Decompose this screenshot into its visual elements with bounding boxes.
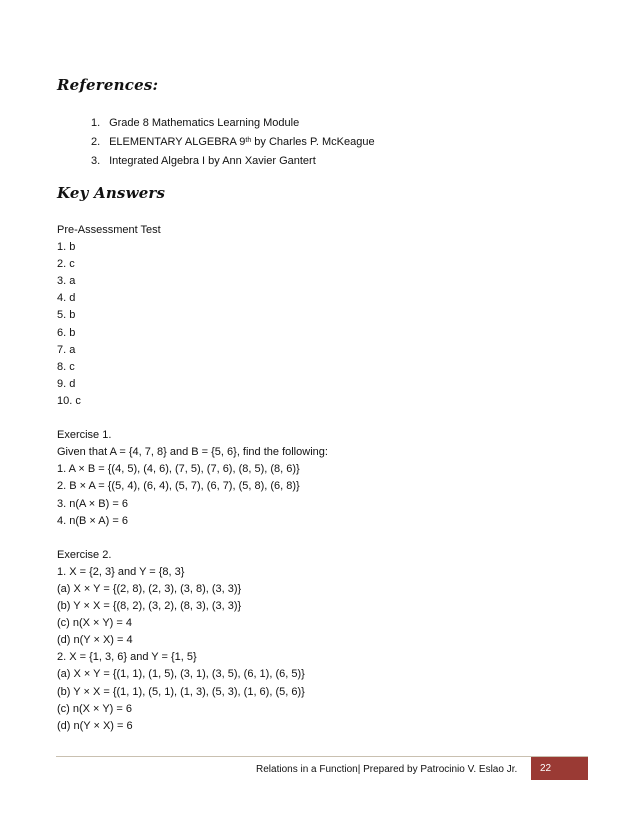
- answer-line: 3. a: [57, 275, 76, 288]
- answer-line: 2. c: [57, 258, 75, 271]
- references-heading: References:: [57, 76, 159, 94]
- answer-line: 7. a: [57, 343, 76, 356]
- answer-line: 8. c: [57, 360, 75, 373]
- answer-line: Pre-Assessment Test: [57, 224, 161, 236]
- answer-line: 1. A × B = {(4, 5), (4, 6), (7, 5), (7, 6), (8, 5), (8, 6)}: [57, 463, 300, 476]
- answer-line: 2. B × A = {(5, 4), (6, 4), (5, 7), (6, 7), (5, 8), (6, 8)}: [57, 480, 300, 493]
- reference-number: 1.: [91, 117, 101, 129]
- answer-line: 9. d: [57, 377, 76, 390]
- answer-line: (a) X × Y = {(1, 1), (1, 5), (3, 1), (3, 5), (6, 1), (6, 5)}: [57, 668, 305, 681]
- answer-line: Given that A = {4, 7, 8} and B = {5, 6}, find the following:: [57, 446, 328, 459]
- answer-line: 1. X = {2, 3} and Y = {8, 3}: [57, 565, 185, 578]
- reference-item: [91, 133, 375, 152]
- blank-line: [57, 530, 328, 547]
- answer-line: 3. n(A × B) = 6: [57, 497, 128, 510]
- answer-line: Exercise 2.: [57, 548, 112, 561]
- answer-line: (b) Y × X = {(1, 1), (5, 1), (1, 3), (5, 3), (1, 6), (5, 6)}: [57, 685, 305, 698]
- answer-line: (c) n(X × Y) = 4: [57, 617, 132, 630]
- answer-line: Exercise 1.: [57, 429, 112, 442]
- key-answers-body: [57, 222, 328, 735]
- answer-line: (a) X × Y = {(2, 8), (2, 3), (3, 8), (3, 3)}: [57, 582, 242, 595]
- answer-line: 4. n(B × A) = 6: [57, 514, 128, 527]
- answer-line: (d) n(Y × X) = 6: [57, 719, 133, 732]
- reference-item: [91, 152, 375, 171]
- answer-line: 2. X = {1, 3, 6} and Y = {1, 5}: [57, 651, 197, 664]
- answer-line: (c) n(X × Y) = 6: [57, 702, 132, 715]
- page-number-box: [531, 757, 588, 780]
- answer-line: 1. b: [57, 241, 76, 254]
- answer-line: 10. c: [57, 394, 81, 407]
- reference-number: 2.: [91, 136, 101, 148]
- reference-text: ELEMENTARY ALGEBRA 9: [109, 136, 246, 148]
- references-list: [91, 114, 375, 171]
- reference-number: 3.: [91, 155, 101, 167]
- reference-text: Integrated Algebra I by Ann Xavier Gantert: [109, 155, 316, 167]
- reference-text-after: by Charles P. McKeague: [251, 136, 375, 148]
- answer-line: 4. d: [57, 292, 76, 305]
- key-answers-heading: Key Answers: [57, 184, 166, 202]
- answer-line: (b) Y × X = {(8, 2), (3, 2), (8, 3), (3, 3)}: [57, 600, 242, 613]
- answer-line: 6. b: [57, 326, 76, 339]
- answer-line: (d) n(Y × X) = 4: [57, 634, 133, 647]
- page-number: 22: [540, 763, 552, 774]
- footer-text: Relations in a Function| Prepared by Patrocinio V. Eslao Jr.: [256, 764, 518, 775]
- reference-superscript: th: [245, 137, 252, 144]
- footer-rule: [56, 756, 588, 757]
- blank-line: [57, 410, 328, 427]
- reference-item: [91, 114, 375, 133]
- reference-text: Grade 8 Mathematics Learning Module: [109, 117, 300, 129]
- answer-line: 5. b: [57, 309, 76, 322]
